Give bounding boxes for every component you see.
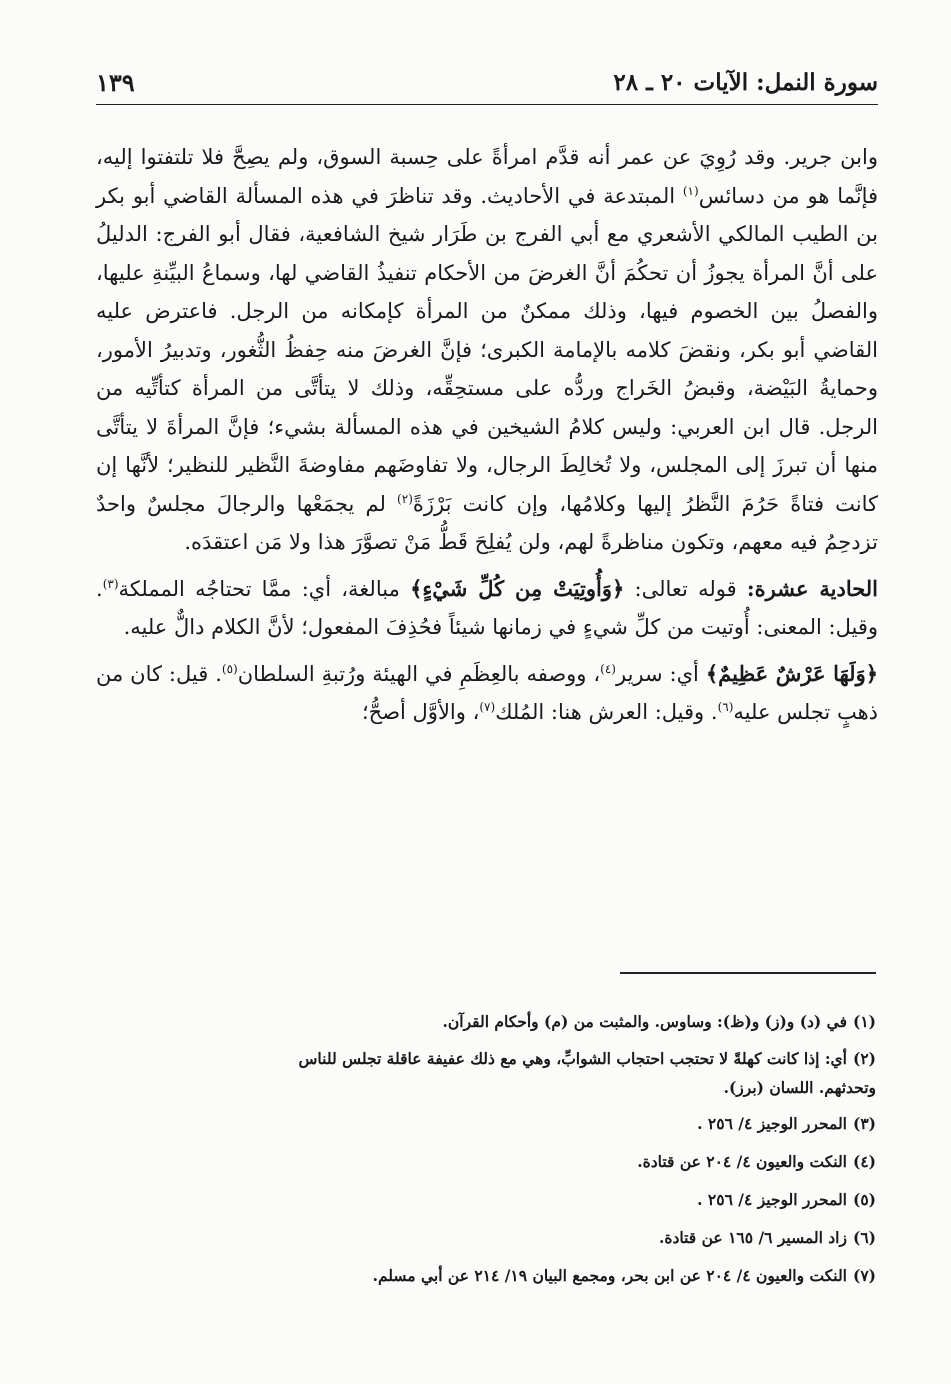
footnote-number: (٣) [852, 1114, 876, 1133]
footnote-number: (٦) [852, 1228, 876, 1247]
footnote [250, 1222, 876, 1254]
footnote-number: (٧) [852, 1266, 876, 1285]
footnote-ref[interactable]: (١) [682, 183, 699, 198]
footnote-text: المحرر الوجيز ٤/ ٢٥٦ . [697, 1114, 847, 1133]
footnote-text: النكت والعيون ٤/ ٢٠٤ عن قتادة. [637, 1152, 847, 1171]
page-number: ١٣٩ [96, 67, 135, 97]
text-run: . وقيل: العرش هنا: المُلك [495, 700, 718, 724]
footnote [250, 1146, 876, 1178]
footnote-text: أي: إذا كانت كهلةً لا تحتجب احتجاب الشوابِّ، وهي مع ذلك عفيفة عاقلة تجلس للناس وتحدثهم. اللسان (برز). [298, 1049, 876, 1097]
text-run: . قيل: كان من ذهبٍ تجلس عليه [96, 661, 878, 724]
paragraph [96, 138, 878, 562]
section-lead: الحادية عشرة: [746, 575, 879, 601]
footnote-number: (٢) [852, 1049, 876, 1068]
text-run: ، ووصفه بالعِظَمِ في الهيئة ورُتبةِ السلطان [237, 661, 601, 686]
running-title: سورة النمل: الآيات ٢٠ ـ ٢٨ [613, 68, 878, 96]
main-text [96, 138, 878, 732]
paragraph [96, 570, 878, 647]
text-run: قوله تعالى: [624, 576, 747, 601]
footnote [250, 1006, 876, 1038]
text-run: مبالغة، أي: ممَّا تحتاجُه المملكة [118, 576, 411, 601]
text-run: . وقيل: المعنى: أُوتيت من كلِّ شيءٍ في زمانها شيئاً فحُذِفَ المفعول؛ لأنَّ الكلام دالٌّ عليه. [96, 576, 878, 639]
paragraph [96, 655, 878, 732]
footnote-text: في (د) و(ز) و(ظ): وساوس. والمثبت من (م) وأحكام القرآن. [442, 1012, 847, 1031]
footnote-text: المحرر الوجيز ٤/ ٢٥٦ . [697, 1190, 847, 1209]
footnote [250, 1184, 876, 1216]
quran-verse: ﴿وَلَهَا عَرْشٌ عَظِيمٌ﴾ [705, 660, 879, 686]
text-run: أي: سرير [615, 661, 706, 686]
footnote-text: النكت والعيون ٤/ ٢٠٤ عن ابن بحر، ومجمع البيان ١٩/ ٢١٤ عن أبي مسلم. [372, 1266, 847, 1285]
footnote-number: (٥) [852, 1190, 876, 1209]
text-run: ، والأوَّل أصحُّ؛ [361, 700, 480, 724]
footnote-ref[interactable]: (٤) [600, 661, 616, 676]
text-run: المبتدعة في الأحاديث. وقد تناظرَ في هذه المسألة القاضي أبو بكر بن الطيب المالكي الأشعري مع أبي الفرج بن طَرَار شيخ الشافعية، فقال أبو الفرج: الدليلُ على أنَّ المرأة يجوزُ أن تحكُمَ أنَّ الغرضَ من الأحكام تنفيذُ القاضي لها، وسماعُ البيِّنةِ عليها، والفصلُ بين الخصوم فيها، وذلك ممكنٌ من المرأة كإمكانه من الرجل. فاعترض عليه القاضي أبو بكر، ونقضَ كلامه بالإمامة الكبرى؛ فإنَّ الغرضَ منه حِفظُ الثُّغور، وتدبيرُ الأمور، وحمايةُ البَيْضة، وقبضُ الخَراج وردُّه على مستحِقِّه، وذلك لا يتأتَّى من المرأة كتأتِّيه من الرجل. قال ابن العربي: وليس كلامُ الشيخين في هذه المسألة بشيء؛ فإنَّ المرأةَ لا يتأتَّى منها أن تبرزَ إلى المجلس، ولا تُخالِطَ الرجال، ولا تفاوضَهم مفاوضةَ النَّظير للنظير؛ لأنَّها إن كانت فتاةً حَرُمَ النَّظرُ إليها وكلامُها، وإن كانت بَرْزَةً [96, 183, 879, 516]
footnote-ref[interactable]: (٣) [102, 576, 119, 591]
footnote-number: (٤) [852, 1152, 876, 1171]
footnote-ref[interactable]: (٧) [479, 700, 496, 714]
footnote [250, 1260, 876, 1292]
text-run: لم يجمَعْها والرجالَ مجلسٌ واحدٌ تزدحِمُ فيه معهم، وتكون مناظرةً لهم، ولن يُفلِحَ قَطُّ مَنْ تصوَّرَ هذا ولا مَن اعتقدَه. [96, 491, 878, 554]
header-divider [96, 104, 878, 105]
footnote [250, 1108, 876, 1140]
footnotes [250, 1006, 876, 1298]
footnote-text: زاد المسير ٦/ ١٦٥ عن قتادة. [658, 1228, 847, 1247]
footnote-ref[interactable]: (٥) [221, 661, 238, 676]
footnote [250, 1044, 876, 1102]
page-header [96, 62, 878, 102]
footnote-divider [620, 972, 876, 974]
footnote-ref[interactable]: (٢) [397, 491, 413, 506]
footnote-number: (١) [852, 1012, 876, 1031]
quran-verse: ﴿وَأُوتِيَتْ مِن كُلِّ شَيْءٍ﴾ [410, 575, 625, 601]
text-run: وابن جرير. وقد رُوِيَ عن عمر أنه قدَّم امرأةً على حِسبة السوق، ولم يصِحَّ فلا تلتفتوا إليه، فإنَّما هو من دسائس [96, 145, 879, 208]
footnote-ref[interactable]: (٦) [717, 700, 734, 714]
